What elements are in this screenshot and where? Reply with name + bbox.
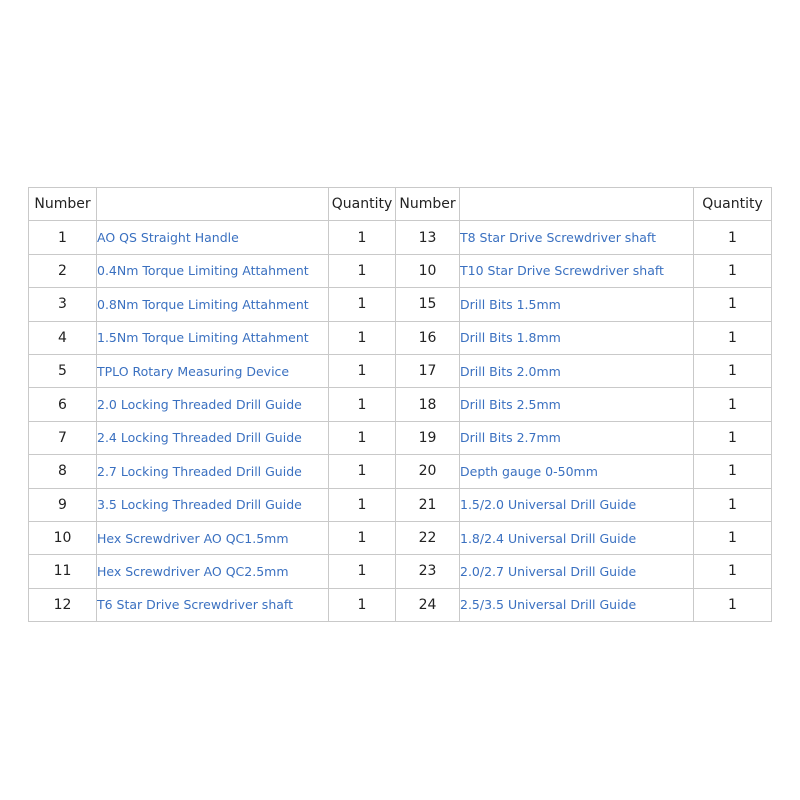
- table-row: [29, 221, 772, 254]
- header-quantity-right: Quantity: [694, 188, 772, 221]
- table-row: [29, 388, 772, 421]
- left-number-cell: 7: [29, 421, 97, 454]
- table-row: [29, 421, 772, 454]
- right-quantity-cell: 1: [694, 288, 772, 321]
- header-row: [29, 188, 772, 221]
- right-quantity-cell: 1: [694, 321, 772, 354]
- table-body: [29, 221, 772, 622]
- left-description-cell: 0.4Nm Torque Limiting Attahment: [97, 254, 329, 287]
- left-description-cell: Hex Screwdriver AO QC1.5mm: [97, 521, 329, 554]
- right-number-cell: 22: [396, 521, 460, 554]
- table-row: [29, 288, 772, 321]
- left-description-cell: Hex Screwdriver AO QC2.5mm: [97, 555, 329, 588]
- left-quantity-cell: 1: [329, 388, 396, 421]
- left-number-cell: 5: [29, 354, 97, 387]
- left-quantity-cell: 1: [329, 254, 396, 287]
- left-description-cell: 2.0 Locking Threaded Drill Guide: [97, 388, 329, 421]
- right-quantity-cell: 1: [694, 555, 772, 588]
- left-description-cell: 0.8Nm Torque Limiting Attahment: [97, 288, 329, 321]
- left-description-cell: T6 Star Drive Screwdriver shaft: [97, 588, 329, 621]
- right-number-cell: 20: [396, 455, 460, 488]
- header-number-right: Number: [396, 188, 460, 221]
- right-number-cell: 24: [396, 588, 460, 621]
- right-description-cell: Drill Bits 2.0mm: [460, 354, 694, 387]
- table-row: [29, 588, 772, 621]
- left-description-cell: 3.5 Locking Threaded Drill Guide: [97, 488, 329, 521]
- right-quantity-cell: 1: [694, 254, 772, 287]
- left-description-cell: 1.5Nm Torque Limiting Attahment: [97, 321, 329, 354]
- right-description-cell: 1.5/2.0 Universal Drill Guide: [460, 488, 694, 521]
- right-quantity-cell: 1: [694, 354, 772, 387]
- right-description-cell: T8 Star Drive Screwdriver shaft: [460, 221, 694, 254]
- right-quantity-cell: 1: [694, 388, 772, 421]
- left-number-cell: 2: [29, 254, 97, 287]
- right-quantity-cell: 1: [694, 421, 772, 454]
- table-row: [29, 455, 772, 488]
- left-description-cell: TPLO Rotary Measuring Device: [97, 354, 329, 387]
- right-number-cell: 17: [396, 354, 460, 387]
- table-row: [29, 254, 772, 287]
- right-description-cell: T10 Star Drive Screwdriver shaft: [460, 254, 694, 287]
- left-quantity-cell: 1: [329, 354, 396, 387]
- left-quantity-cell: 1: [329, 321, 396, 354]
- left-quantity-cell: 1: [329, 221, 396, 254]
- right-description-cell: Drill Bits 2.7mm: [460, 421, 694, 454]
- left-description-cell: AO QS Straight Handle: [97, 221, 329, 254]
- left-quantity-cell: 1: [329, 288, 396, 321]
- right-quantity-cell: 1: [694, 521, 772, 554]
- right-quantity-cell: 1: [694, 221, 772, 254]
- right-description-cell: 2.5/3.5 Universal Drill Guide: [460, 588, 694, 621]
- left-description-cell: 2.4 Locking Threaded Drill Guide: [97, 421, 329, 454]
- right-number-cell: 13: [396, 221, 460, 254]
- table-row: [29, 354, 772, 387]
- right-description-cell: Drill Bits 1.8mm: [460, 321, 694, 354]
- right-description-cell: 1.8/2.4 Universal Drill Guide: [460, 521, 694, 554]
- header-description-right: [460, 188, 694, 221]
- left-number-cell: 1: [29, 221, 97, 254]
- left-number-cell: 4: [29, 321, 97, 354]
- header-number-left: Number: [29, 188, 97, 221]
- left-number-cell: 11: [29, 555, 97, 588]
- table-row: [29, 555, 772, 588]
- left-number-cell: 12: [29, 588, 97, 621]
- right-description-cell: Drill Bits 2.5mm: [460, 388, 694, 421]
- right-quantity-cell: 1: [694, 455, 772, 488]
- header-quantity-left: Quantity: [329, 188, 396, 221]
- right-description-cell: Drill Bits 1.5mm: [460, 288, 694, 321]
- table-row: [29, 488, 772, 521]
- left-quantity-cell: 1: [329, 488, 396, 521]
- right-quantity-cell: 1: [694, 588, 772, 621]
- left-description-cell: 2.7 Locking Threaded Drill Guide: [97, 455, 329, 488]
- right-number-cell: 10: [396, 254, 460, 287]
- right-quantity-cell: 1: [694, 488, 772, 521]
- left-quantity-cell: 1: [329, 555, 396, 588]
- left-quantity-cell: 1: [329, 521, 396, 554]
- right-description-cell: 2.0/2.7 Universal Drill Guide: [460, 555, 694, 588]
- right-number-cell: 15: [396, 288, 460, 321]
- left-number-cell: 9: [29, 488, 97, 521]
- right-number-cell: 23: [396, 555, 460, 588]
- table-row: [29, 521, 772, 554]
- right-description-cell: Depth gauge 0-50mm: [460, 455, 694, 488]
- table-row: [29, 321, 772, 354]
- right-number-cell: 18: [396, 388, 460, 421]
- left-number-cell: 8: [29, 455, 97, 488]
- left-quantity-cell: 1: [329, 421, 396, 454]
- left-number-cell: 10: [29, 521, 97, 554]
- left-quantity-cell: 1: [329, 588, 396, 621]
- right-number-cell: 16: [396, 321, 460, 354]
- parts-table: [28, 187, 772, 622]
- right-number-cell: 19: [396, 421, 460, 454]
- header-description-left: [97, 188, 329, 221]
- left-quantity-cell: 1: [329, 455, 396, 488]
- left-number-cell: 6: [29, 388, 97, 421]
- left-number-cell: 3: [29, 288, 97, 321]
- right-number-cell: 21: [396, 488, 460, 521]
